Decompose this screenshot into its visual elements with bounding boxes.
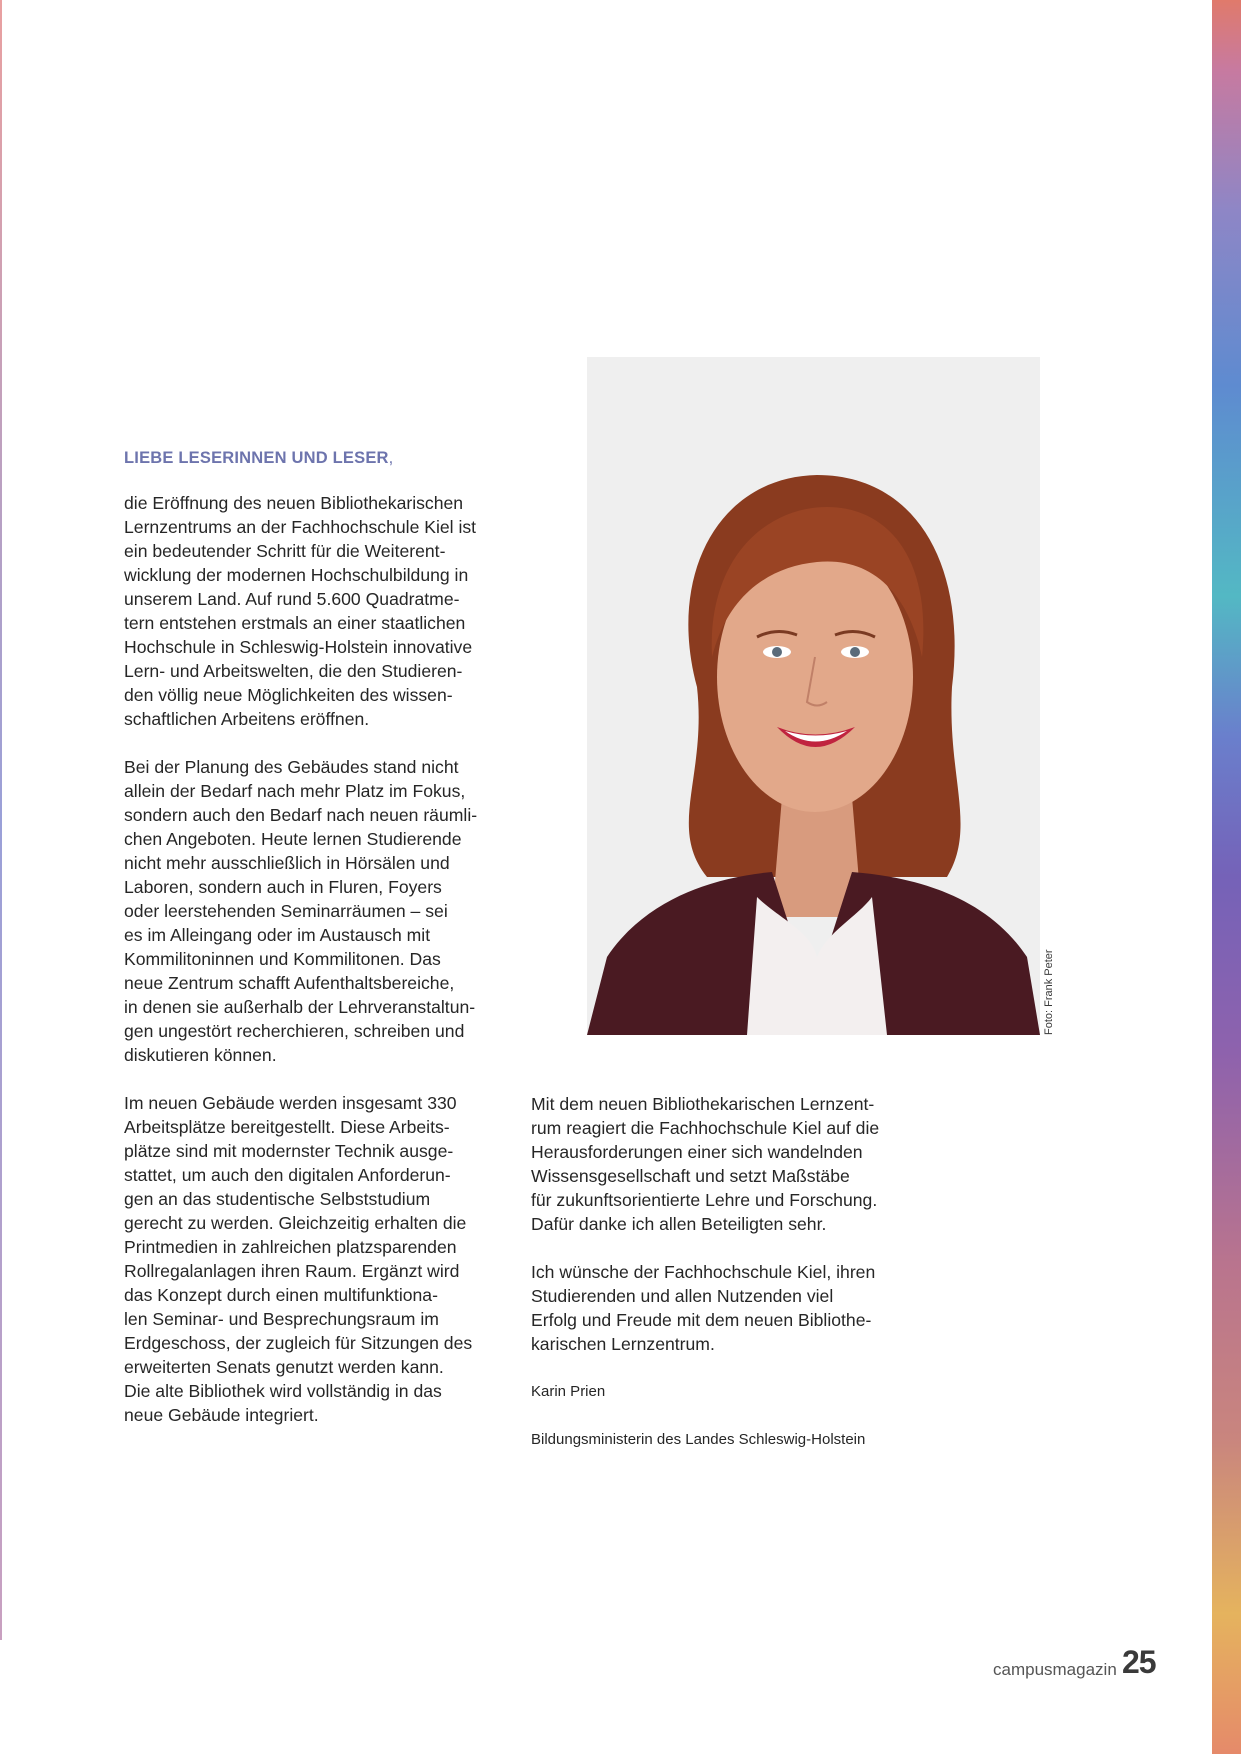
footer-magazine-name: campusmagazin (993, 1660, 1117, 1679)
left-edge-strip (0, 0, 2, 1640)
paragraph-planning: Bei der Planung des Gebäudes stand nicht allein der Bedarf nach mehr Platz im Fokus, sondern auch den Bedarf nach neuen räumli- chen Angeboten. Heute lernen Studierende nicht mehr ausschließlich in Hörsälen und Laboren, sondern auch in Fluren, Foyers oder leerstehenden Seminarräumen – sei es im Alleingang oder im Austausch mit Kommilitoninnen und Kommilitonen. Das neue Zentrum schafft Aufenthaltsbereiche, in denen sie außerhalb der Lehrveranstaltun- gen ungestört recherchieren, schreiben und diskutieren können. (124, 757, 478, 1065)
gradient-edge-strip (1212, 0, 1241, 1754)
salutation-heading (124, 446, 504, 470)
photo-credit: Foto: Frank Peter (1043, 949, 1055, 1035)
paragraph-conclusion: Mit dem neuen Bibliothekarischen Lernzent- rum reagiert die Fachhochschule Kiel auf die Herausforderungen einer sich wandelnden Wissensgesellschaft und setzt Maßstäbe für zukunftsorientierte Lehre und Forschung. Dafür danke ich allen Beteiligten sehr. (531, 1094, 880, 1234)
left-column (124, 446, 504, 1451)
right-column (531, 1092, 921, 1476)
footer-page-number: 25 (1122, 1644, 1156, 1680)
signature-title: Bildungsministerin des Landes Schleswig-Holstein (531, 1431, 866, 1448)
paragraph-wishes: Ich wünsche der Fachhochschule Kiel, ihren Studierenden und allen Nutzenden viel Erfolg und Freude mit dem neuen Bibliothe- karischen Lernzentrum. (531, 1262, 876, 1354)
portrait-photo (587, 357, 1040, 1035)
salutation-comma: , (388, 449, 394, 467)
paragraph-opening: die Eröffnung des neuen Bibliothekarischen Lernzentrums an der Fachhochschule Kiel ist ein bedeutender Schritt für die Weiterent- wicklung der modernen Hochschulbildung in unserem Land. Auf rund 5.600 Quadratme- tern entstehen erstmals an einer staatlichen Hochschule in Schleswig-Holstein innovative Lern- und Arbeitswelten, die den Studieren- den völlig neue Möglichkeiten des wissen- schaftlichen Arbeitens eröffnen. (124, 493, 477, 729)
portrait-photo-icon (587, 357, 1040, 1035)
signature-name: Karin Prien (531, 1383, 606, 1400)
salutation-text: LIEBE LESERINNEN UND LESER (124, 449, 389, 467)
paragraph-workplaces: Im neuen Gebäude werden insgesamt 330 Arbeitsplätze bereitgestellt. Diese Arbeits- plätze sind mit modernster Technik ausge- stattet, um auch den digitalen Anforderun- gen an das studentische Selbststudium gerecht zu werden. Gleichzeitig erhalten die Printmedien in zahlreichen platzsparenden Rollregalanlagen ihren Raum. Ergänzt wird das Konzept durch einen multifunktiona- len Seminar- und Besprechungsraum im Erdgeschoss, der zugleich für Sitzungen des erweiterten Senats genutzt werden kann. Die alte Bibliothek wird vollständig in das neue Gebäude integriert. (124, 1093, 473, 1425)
